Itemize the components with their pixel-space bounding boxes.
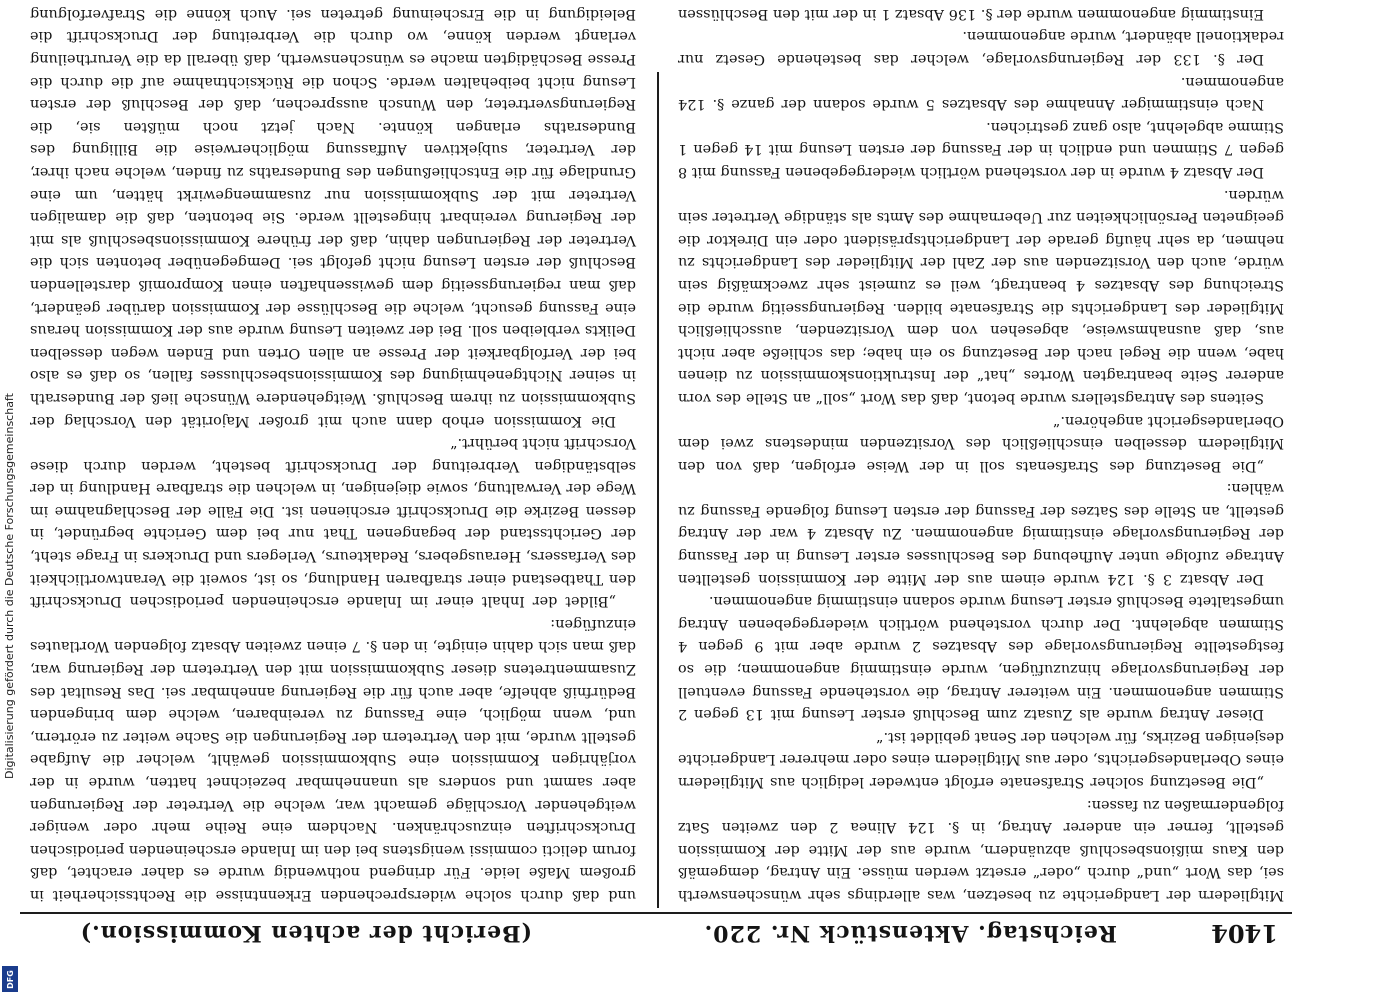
paragraph: und daß durch solche widersprechenden Erkenntnisse die Rechtssicherheit in großem Maße leide. Für dringend nothwendig wurde es daher erachtet, daß forum delicti commissi wenigstens bei den im Inlande erscheinenden periodischen Druckschriften einzuschränken. Nachdem eine Reihe mehr oder weniger weitgehender Vorschläge gemacht war, welche die Vertreter der Regierungen aber sammt und sonders als unannehmbar bezeichnet hatten, wurde in der vorjährigen Kommission eine Subkommission gewählt, welcher die Aufgabe gestellt wurde, mit den Vertretern der Regierungen die Sache weiter zu erörtern, und, wenn möglich, eine Fassung zu vereinbaren, welche dem bringenden Bedürfniß abhelfe, aber auch für die Regierung annehmbar sei. Das Resultat des Zusammentretens dieser Subkommission mit den Vertretern der Regierung war, daß man sich dahin einigte, in den §. 7 einen zweiten Absatz folgenden Wortlautes einzufügen: bbox=[30, 615, 636, 903]
left-column bbox=[678, 5, 1284, 906]
page-number: 1404 bbox=[1211, 919, 1278, 948]
paragraph: Mitgliedern der Landgerichte zu besetzen, was allerdings sehr wünschenswerth sei, das Wort „und“ durch „oder“ ersetzt werden müsse. Ein Antrag, demgemäß den Kaus mißionsbeschluß abzuändern, wurde aus der Mitte der Kommission gestellt, ferner ein anderer Antrag, in §. 124 Alinea 2 den zweiten Satz folgendermaßen zu fassen: bbox=[678, 796, 1284, 903]
paragraph: Seitens des Antragstellers wurde betont, daß das Wort „soll“ an Stelle des vorn anderer Seite beantragten Wortes „hat“ der Instruktionskommission zu dienen habe, wenn die Regel nach der Besetzung so ein habe; das schließe aber nicht aus, daß ausnahmsweise, abgesehen von dem Vorsitzenden, ausschließlich Mitglieder des Landgerichts die Strafsenate bilden. Regierungsseitig wurde die Streichung des Absatzes 4 beantragt, weil es zumeist sehr zweckmäßig sein würde, auch den Vorsitzenden aus der Zahl der Mitglieder des Landgerichts zu nehmen, da sehr häufig gerade der Landgerichtspräsident oder ein Direktor die geeigneten Persönlichkeiten zur Uebernahme des Amts als ständige Vertreter sein würden. bbox=[678, 186, 1284, 406]
paragraph: Der Absatz 4 wurde in der vorstehend wörtlich wiedergegebenen Fassung mit 8 gegen 7 Stimmen und endlich in der Fassung der ersten Lesung mit 14 gegen 1 Stimme abgelehnt, also ganz gestrichen. bbox=[678, 118, 1284, 180]
page-header bbox=[20, 912, 1292, 952]
paragraph: Dieser Antrag wurde als Zusatz zum Beschluß erster Lesung mit 13 gegen 2 Stimmen angenommen. Ein weiterer Antrag, die vorstehende Fassung eventuell der Regierungsvorlage hinzuzufügen, wurde einstimmig angenommen; die so festgestellte Regierungsvorlage des Absatzes 2 wurde aber mit 9 gegen 4 Stimmen abgelehnt. Der durch vorstehend wörtlich wiedergegebenen Antrag umgestaltete Beschluß erster Lesung wurde sodann einstimmig angenommen. bbox=[678, 593, 1284, 723]
paragraph: Nach einstimmiger Annahme des Absatzes 5 wurde sodann der ganze §. 124 angenommen. bbox=[678, 73, 1284, 113]
document-page bbox=[20, 5, 1292, 952]
paragraph: „Die Besetzung des Strafsenats soll in der Weise erfolgen, daß von den Mitgliedern desselben einschließlich des Vorsitzenden mindestens zwei dem Oberlandesgericht angehören.“ bbox=[678, 412, 1284, 474]
dfg-logo bbox=[2, 966, 18, 992]
section-title: (Bericht der achten Kommission.) bbox=[79, 920, 532, 946]
right-column bbox=[30, 5, 636, 906]
credit-text: Digitalisierung gefördert durch die Deutsche Forschungsgemeinschaft bbox=[3, 393, 16, 779]
paragraph: Der §. 133 der Regierungsvorlage, welcher das bestehende Gesetz nur redaktionell abändert, wurde angenommen. bbox=[678, 28, 1284, 68]
paragraph: Die Kommission erhob dann auch mit großer Majorität den Vorschlag der Subkommission zu ihrem Beschluß. Weitgehendere Wünsche ließ der Bundesrath in seiner Nichtgenehmigung des Kommissionsbeschlusses fallen, so daß es also bei der Verfolgbarkeit der Presse an allen Orten und Enden wegen desselben Delikts verbleiben soll. Bei der zweiten Lesung wurde aus der Kommission heraus eine Fassung gesucht, welche die Beschlüsse der Kommission darüber geändert, daß man regierungsseitig dem gewissenhaften einen Kompromiß darstellenden Beschluß der ersten Lesung nicht gefolgt sei. Demgegenüber betonten sich die Vertreter der Regierungen dahin, daß der frühere Kommissionsbeschluß als mit der Regierung vereinbart hingestellt werde. Sie betonten, daß die damaligen Vertreter mit der Subkommission nur zusammengewirkt hätten, um eine Grundlage für die Entschließungen des Bundesraths zu finden, welche nach ihrer, der Vertreter, subjektiven Auffassung möglicherweise die Billigung des Bundesraths erlangen könnte. Nach jetzt noch müßten sie, die Regierungsvertreter, den Wunsch aussprechen, daß der Beschluß der ersten Lesung nicht beibehalten werde. Schon die Rücksichtnahme auf die durch die Presse Beschädigten mache es wünschenswerth, daß überall da die Verurtheilung verlangt werden könne, wo durch die Verbreitung der Druckschrift die Beleidigung in die Erscheinung getreten sei. Auch könne die Strafverfolgung bbox=[30, 5, 636, 429]
paragraph: Der Absatz 3 §. 124 wurde einem aus der Mitte der Kommission gestellten Antrage zufolge unter Aufhebung des Beschlusses erster Lesung in der Fassung der Regierungsvorlage einstimmig angenommen. Zu Absatz 4 war der Antrag gestellt, an Stelle des Satzes der Fassung der ersten Lesung folgende Fassung zu wählen: bbox=[678, 480, 1284, 587]
paragraph: „Die Besetzung solcher Strafsenate erfolgt entweder lediglich aus Mitgliedern eines Oberlandesgerichts, oder aus Mitgliedern eines oder mehrerer Landgerichte desjenigen Bezirks, für welchen der Senat gebildet ist.“ bbox=[678, 728, 1284, 791]
digitization-credit bbox=[0, 0, 20, 1000]
paragraph: Einstimmig angenommen wurde der §. 136 Absatz 1 in der mit den Beschlüssen bbox=[678, 5, 1264, 22]
paragraph: „Bildet der Inhalt einer im Inlande erscheinenden periodischen Druckschrift den Thatbestand einer strafbaren Handlung, so ist, soweit die Verantwortlichkeit des Verfassers, Herausgebers, Redakteurs, Verlegers und Druckers in Frage steht, der Gerichtsstand der begangenen That nur bei dem Gerichte begründet, in dessen Bezirke die Druckschrift erschienen ist. Die Fälle der Beschlagnahme im Wege der Verwaltung, sowie diejenigen, in welchen die strafbare Handlung in der selbständigen Verbreitung der Druckschrift besteht, werden durch diese Vorschrift nicht berührt.“ bbox=[30, 435, 636, 610]
dfg-logo-text: DFG bbox=[5, 969, 15, 989]
running-title: Reichstag. Aktenstück Nr. 220. bbox=[703, 920, 1117, 946]
column-divider bbox=[657, 72, 659, 908]
